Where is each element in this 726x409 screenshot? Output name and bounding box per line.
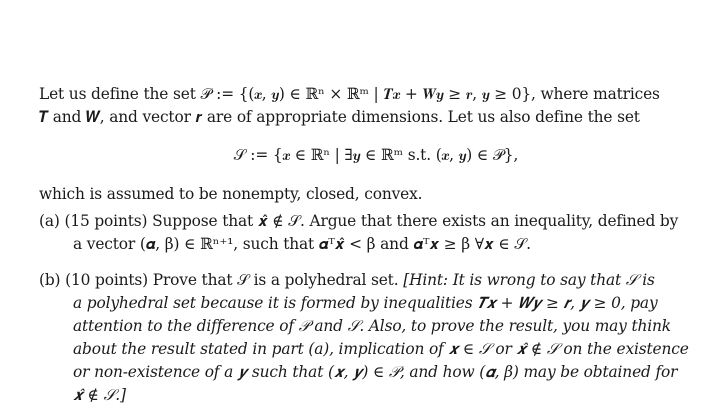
assumption-text: which is assumed to be nonempty, closed, convex. <box>39 185 423 203</box>
part-a-line-1: (a) (15 points) Suppose that 𝒙̂ ∉ 𝒮. Argue that there exists an inequality, defined by <box>39 212 679 230</box>
set-definition-equation: 𝒮 := {𝒙 ∈ ℝⁿ | ∃𝒚 ∈ ℝᵐ s.t. (𝒙, 𝒚) ∈ 𝒫}, <box>233 146 519 164</box>
intro-line-1: Let us define the set 𝒫 := {(𝒙, 𝒚) ∈ ℝⁿ × ℝᵐ | 𝑻𝒙 + 𝑾𝒚 ≥ 𝒓, 𝒚 ≥ 0}, where matrices <box>39 85 660 103</box>
part-b-statement: (b) (10 points) Prove that 𝒮 is a polyhedral set. <box>39 271 404 289</box>
part-b-hint-line-3: attention to the difference of 𝒫 and 𝒮. Also, to prove the result, you may think <box>73 317 671 335</box>
part-b-hint-start: [Hint: It is wrong to say that 𝒮 is <box>403 271 655 289</box>
part-b-line-1 <box>39 270 655 290</box>
part-b-hint-line-6: 𝒙̂ ∉ 𝒮.] <box>73 386 126 404</box>
intro-line-2: 𝑻 and 𝑾, and vector 𝒓 are of appropriate dimensions. Let us also define the set <box>39 108 640 126</box>
part-b-hint-line-5: or non-existence of a 𝒚 such that (𝒙, 𝒚) ∈ 𝒫, and how (𝜶, β) may be obtained for <box>73 363 678 381</box>
part-a-line-2: a vector (𝜶, β) ∈ ℝⁿ⁺¹, such that 𝜶ᵀ𝒙̂ < β and 𝜶ᵀ𝒙 ≥ β ∀𝒙 ∈ 𝒮. <box>73 235 531 253</box>
part-b-hint-line-4: about the result stated in part (a), implication of 𝒙 ∈ 𝒮 or 𝒙̂ ∉ 𝒮 on the existence <box>73 340 689 358</box>
part-b-hint-line-2: a polyhedral set because it is formed by inequalities 𝑻𝒙 + 𝑾𝒚 ≥ 𝒓, 𝒚 ≥ 0, pay <box>73 294 658 312</box>
